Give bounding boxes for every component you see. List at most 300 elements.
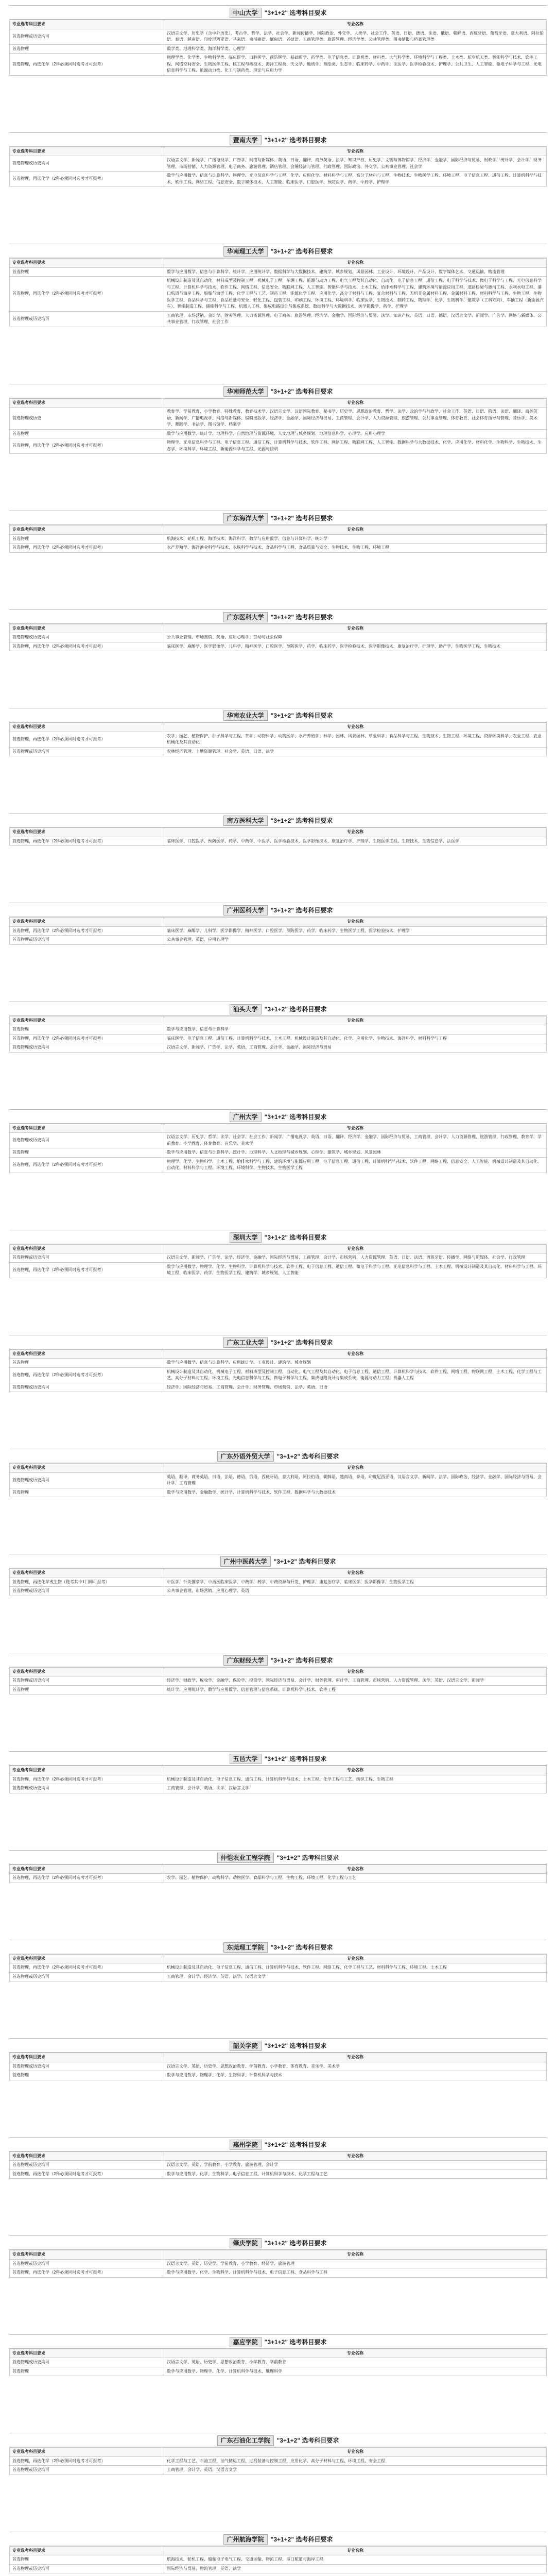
majors-cell: 临床医学、麻醉学、儿科学、医学影像学、精神医学、口腔医学、预防医学、药学、临床药学、生物医学工程、医学检验技术、护理学 (164, 926, 547, 936)
majors-cell: 汉语言文学、英语、历史学、思想政治教育、小学教育、学前教育 (164, 2358, 547, 2367)
table-header-row (10, 828, 547, 837)
table-row (10, 1784, 547, 1793)
majors-cell: 物理学、化学、生物科学、土木工程、给排水科学与工程、建筑环境与能源应用工程、电子信息工程、通信工程、计算机科学与技术、软件工程、网络工程、信息安全、人工智能、机械设计制造及其自动化、自动化、材料科学与工程、环境工程、环境科学、生物技术、生物医学工程 (164, 1157, 547, 1173)
table-row (10, 1025, 547, 1035)
banner-suffix: "3+1+2" 选考科目要求 (270, 1943, 333, 1951)
section-banner (9, 1940, 547, 1954)
banner-title (217, 1853, 339, 1862)
section-banner (9, 609, 547, 624)
section-banner (9, 1230, 547, 1244)
requirements-table (9, 1865, 547, 1883)
majors-cell: 工商管理、会计学、英语、汉语言文学 (164, 2466, 547, 2475)
banner-title (223, 1655, 333, 1665)
requirement-cell: 首选物理或历史均可 (10, 2564, 164, 2573)
header-major: 专业名称 (164, 2546, 547, 2555)
table-row (10, 1472, 547, 1488)
header-major: 专业名称 (164, 918, 547, 927)
table-row (10, 2062, 547, 2071)
header-requirement: 专业选考科目要求 (10, 1244, 164, 1253)
requirement-cell: 首选物理 (10, 1025, 164, 1035)
requirement-cell: 首选物理，再选化学（2科必须同时选考才可报考） (10, 544, 164, 553)
table-row (10, 1034, 547, 1043)
requirements-table (9, 20, 547, 76)
majors-cell: 数学与应用数学、物理学、化学、计算机科学与技术、地理科学 (164, 2367, 547, 2376)
header-requirement: 专业选考科目要求 (10, 1766, 164, 1775)
table-row (10, 747, 547, 756)
majors-cell: 公共事业管理、市场营销、英语、应用心理学、劳动与社会保障 (164, 633, 547, 642)
requirement-cell: 首选物理，再选化学（2科必须同时选考才可报考） (10, 837, 164, 846)
table-header-row (10, 398, 547, 408)
requirement-cell: 首选物理，再选化学（2科必须同时选考才可报考） (10, 926, 164, 936)
banner-title (230, 2140, 327, 2149)
table-row (10, 277, 547, 312)
section-banner (9, 1850, 547, 1865)
majors-cell: 英语、翻译、商务英语、日语、法语、德语、俄语、西班牙语、意大利语、阿拉伯语、朝鲜语、越南语、泰语、印度尼西亚语、汉语言文学、新闻学、法学、国际政治、经济学、金融学、国际经济与贸易、会计学、工商管理 (164, 1472, 547, 1488)
majors-cell: 化学工程与工艺、石油工程、油气储运工程、过程装备与控制工程、应用化学、高分子材料与工程、环境工程、安全工程 (164, 2456, 547, 2466)
header-requirement: 专业选考科目要求 (10, 1865, 164, 1874)
header-requirement: 专业选考科目要求 (10, 147, 164, 156)
banner-title (223, 710, 333, 720)
header-major: 专业名称 (164, 723, 547, 732)
header-major: 专业名称 (164, 624, 547, 633)
majors-cell: 机械设计制造及其自动化、机械电子工程、材料成型及控制工程、自动化、电气工程及其自动化、电子信息工程、通信工程、计算机科学与技术、软件工程、网络工程、物联网工程、土木工程、化学工程与工艺、高分子材料与工程、环境工程、光电信息科学与工程、微电子科学与工程、集成电路设计与集成系统、能源与动力工程、机器人工程 (164, 1367, 547, 1383)
section-banner (9, 2137, 547, 2151)
banner-title (230, 1112, 327, 1121)
section-banner (9, 5, 547, 20)
majors-cell: 数学与应用数学、金融数学、统计学、计算机科学与技术、软件工程、数据科学与大数据技术 (164, 1488, 547, 1497)
requirements-table (9, 2546, 547, 2574)
header-requirement: 专业选考科目要求 (10, 1464, 164, 1473)
university-name: 暨南大学 (230, 135, 262, 145)
banner-title (223, 1942, 333, 1952)
header-requirement: 专业选考科目要求 (10, 723, 164, 732)
banner-suffix: "3+1+2" 选考科目要求 (276, 1854, 339, 1861)
university-name: 仲恺农业工程学院 (217, 1853, 274, 1863)
requirements-table (9, 2151, 547, 2179)
requirement-cell: 首选物理或历史均可 (10, 29, 164, 44)
university-section (9, 2433, 547, 2475)
header-major: 专业名称 (164, 1244, 547, 1253)
requirement-cell: 首选物理，再选化学（2科必须同时选考才可报考） (10, 1262, 164, 1278)
table-row (10, 429, 547, 438)
header-major: 专业名称 (164, 828, 547, 837)
table-row (10, 1578, 547, 1587)
university-name: 东莞理工学院 (223, 1942, 268, 1953)
majors-cell: 临床医学、口腔医学、预防医学、药学、中药学、中医学、医学检验技术、医学影像技术、康复治疗学、护理学、生物医学工程、生物技术、生物信息学、法医学 (164, 837, 547, 846)
table-header-row (10, 1569, 547, 1578)
table-row (10, 936, 547, 945)
header-requirement: 专业选考科目要求 (10, 1124, 164, 1133)
table-row (10, 837, 547, 846)
table-row (10, 2161, 547, 2170)
table-row (10, 54, 547, 76)
university-section (9, 1335, 547, 1393)
header-requirement: 专业选考科目要求 (10, 1349, 164, 1359)
table-row (10, 1359, 547, 1368)
banner-title (223, 246, 333, 256)
table-header-row (10, 1667, 547, 1676)
requirement-cell: 首选物理，再选化学或生物（选考其中1门即可报考） (10, 1578, 164, 1587)
university-section (9, 1554, 547, 1596)
header-major: 专业名称 (164, 2250, 547, 2260)
table-row (10, 642, 547, 651)
university-name: 广东石油化工学院 (217, 2435, 274, 2446)
table-header-row (10, 1464, 547, 1473)
requirements-table (9, 722, 547, 756)
section-banner (9, 813, 547, 827)
university-name: 华南理工大学 (223, 246, 268, 257)
requirement-cell: 首选物理或历史均可 (10, 156, 164, 172)
majors-cell: 汉语言文学、英语、历史学、思想政治教育、学前教育、小学教育、体育教育、音乐学、美术学 (164, 2062, 547, 2071)
university-name: 深圳大学 (230, 1232, 262, 1243)
banner-suffix: "3+1+2" 选考科目要求 (264, 9, 327, 16)
majors-cell: 公共事业管理、英语、应用心理学 (164, 936, 547, 945)
majors-cell: 航海技术、轮机工程、船舶电子电气工程、交通运输、物流工程、港口航道与海岸工程 (164, 2555, 547, 2565)
requirement-cell: 首选物理，再选化学（2科必须同时选考才可报考） (10, 2456, 164, 2466)
university-name: 南方医科大学 (223, 816, 268, 826)
table-row (10, 267, 547, 277)
requirement-cell: 首选物理，再选化学（2科必须同时选考才可报考） (10, 1157, 164, 1173)
header-major: 专业名称 (164, 2151, 547, 2161)
table-header-row (10, 1244, 547, 1253)
header-requirement: 专业选考科目要求 (10, 1569, 164, 1578)
header-major: 专业名称 (164, 1667, 547, 1676)
requirements-table (9, 147, 547, 188)
banner-suffix: "3+1+2" 选考科目要求 (270, 907, 333, 914)
table-row (10, 1043, 547, 1053)
banner-suffix: "3+1+2" 选考科目要求 (264, 136, 327, 144)
requirements-table (9, 1016, 547, 1053)
table-header-row (10, 1954, 547, 1963)
section-banner (9, 2235, 547, 2250)
section-banner (9, 2433, 547, 2447)
requirement-cell: 首选物理，再选化学（2科必须同时选考才可报考） (10, 642, 164, 651)
university-section (9, 5, 547, 76)
majors-cell: 物理学类、化学类、生物科学类、临床医学、口腔医学、预防医学、基础医学、药学类、电子信息类、计算机类、材料类、大气科学类、环境科学与工程类、土木类、航空航天类、智能科学与技术、软件工程、网络空间安全、生物医学工程、核工程与核技术、海洋工程类、天文学、地质学、测绘类、生态学、临床药学、中药学、法医学、医学检验技术、护理学、公共卫生、人工智能、微电子科学与工程、光电信息科学与工程、能源动力类、化工与制药类、理论与应用力学 (164, 54, 547, 76)
banner-title (230, 2041, 327, 2050)
requirement-cell: 首选物理或历史均可 (10, 936, 164, 945)
table-row (10, 2358, 547, 2367)
university-section (9, 903, 547, 945)
table-row (10, 1963, 547, 1973)
requirements-table (9, 2053, 547, 2080)
majors-cell: 统计学、应用统计学、数学与应用数学、信息管理与信息系统、计算机科学与技术、软件工程 (164, 1685, 547, 1694)
majors-cell: 工商管理、市场营销、会计学、财务管理、人力资源管理、电子商务、旅游管理、经济学、金融学、国际经济与贸易、法学、知识产权、英语、日语、德语、汉语言文学、新闻学、广告学、网络与新媒体、公共事业管理、行政管理、社会工作 (164, 311, 547, 327)
majors-cell: 数学与应用数学、统计学、地理科学、自然地理与资源环境、人文地理与城乡规划、地理信息科学、心理学、应用心理学 (164, 429, 547, 438)
banner-suffix: "3+1+2" 选考科目要求 (270, 712, 333, 719)
university-section (9, 1109, 547, 1173)
banner-title (230, 1232, 327, 1242)
header-major: 专业名称 (164, 1016, 547, 1025)
majors-cell: 数学与应用数学、物理学、化学、生物科学、计算机科学与技术、软件工程、电子信息工程、通信工程、微电子科学与工程、光电信息科学与工程、土木工程、机械设计制造及其自动化、材料科学与工程、环境工程、临床医学、药学、生物医学工程、建筑学、城乡规划、人工智能 (164, 1262, 547, 1278)
banner-suffix: "3+1+2" 选考科目要求 (264, 2141, 327, 2148)
table-row (10, 544, 547, 553)
header-major: 专业名称 (164, 1569, 547, 1578)
university-section (9, 1751, 547, 1793)
university-section (9, 2038, 547, 2080)
requirement-cell: 首选物理，再选化学（2科必须同时选考才可报考） (10, 1775, 164, 1784)
table-header-row (10, 723, 547, 732)
banner-suffix: "3+1+2" 选考科目要求 (264, 2042, 327, 2049)
banner-title (230, 2337, 327, 2346)
header-major: 专业名称 (164, 2448, 547, 2457)
banner-title (217, 1451, 339, 1461)
majors-cell: 数学类、地理科学类、海洋科学类、心理学 (164, 44, 547, 54)
header-requirement: 专业选考科目要求 (10, 2448, 164, 2457)
university-name: 韶关学院 (230, 2041, 262, 2051)
table-header-row (10, 147, 547, 156)
requirement-cell: 首选物理 (10, 267, 164, 277)
header-requirement: 专业选考科目要求 (10, 2546, 164, 2555)
banner-suffix: "3+1+2" 选考科目要求 (264, 2338, 327, 2346)
header-major: 专业名称 (164, 1865, 547, 1874)
section-banner (9, 384, 547, 398)
header-requirement: 专业选考科目要求 (10, 828, 164, 837)
university-name: 嘉应学院 (230, 2337, 262, 2347)
header-major: 专业名称 (164, 398, 547, 408)
banner-suffix: "3+1+2" 选考科目要求 (270, 387, 333, 395)
header-major: 专业名称 (164, 259, 547, 268)
requirement-cell: 首选物理或历史均可 (10, 2466, 164, 2475)
table-header-row (10, 1016, 547, 1025)
banner-title (230, 8, 327, 17)
requirement-cell: 首选物理 (10, 2071, 164, 2080)
majors-cell: 数学与应用数学、化学、生物科学、电子信息工程、计算机科学与技术、化学工程与工艺 (164, 2170, 547, 2179)
majors-cell: 数学与应用数学、信息与计算科学 (164, 1025, 547, 1035)
requirement-cell: 首选物理或历史均可 (10, 1383, 164, 1392)
banner-suffix: "3+1+2" 选考科目要求 (276, 1453, 339, 1460)
majors-cell: 数学与应用数学、信息与计算科学、统计学、地理科学、人文地理与城乡规划、心理学、建筑学、城乡规划、风景园林 (164, 1148, 547, 1158)
banner-suffix: "3+1+2" 选考科目要求 (264, 2240, 327, 2247)
requirement-cell: 首选物理或历史均可 (10, 1587, 164, 1596)
majors-cell: 经济学、财政学、税收学、金融学、保险学、投资学、国际经济与贸易、会计学、财务管理、审计学、工商管理、市场营销、人力资源管理、法学、英语、汉语言文学、新闻学 (164, 1676, 547, 1686)
majors-cell: 公共事业管理、市场营销、应用心理学、英语 (164, 1587, 547, 1596)
requirement-cell: 首选物理或历史均可 (10, 1472, 164, 1488)
requirement-cell: 首选物理 (10, 534, 164, 544)
section-banner (9, 2334, 547, 2349)
requirement-cell: 首选物理或历史均可 (10, 1676, 164, 1686)
majors-cell: 汉语言文学、新闻学、广告学、法学、经济学、金融学、国际经济与贸易、工商管理、会计学、市场营销、人力资源管理、英语、日语、法语、西班牙语、传播学、网络与新媒体、社会学、行政管理 (164, 1253, 547, 1263)
banner-title (230, 1004, 327, 1013)
table-row (10, 2071, 547, 2080)
majors-cell: 物理学、光电信息科学与工程、电子信息工程、通信工程、计算机科学与技术、软件工程、网络工程、物联网工程、人工智能、数据科学与大数据技术、化学、应用化学、材料化学、生物科学、生物技术、生态学、环境科学、环境工程、新能源科学与工程、光源与照明 (164, 438, 547, 454)
header-requirement: 专业选考科目要求 (10, 2349, 164, 2358)
banner-title (223, 513, 333, 522)
table-row (10, 311, 547, 327)
majors-cell: 汉语言文学、新闻学、广告学、法学、英语、工商管理、会计学、金融学、国际经济与贸易 (164, 1043, 547, 1053)
majors-cell: 数学与应用数学、信息与计算科学、应用统计学、工业设计、建筑学、城乡规划 (164, 1359, 547, 1368)
requirements-table (9, 1124, 547, 1173)
table-header-row (10, 2250, 547, 2260)
majors-cell: 汉语言文学、历史学、哲学、法学、社会学、社会工作、新闻学、广播电视学、英语、日语、翻译、经济学、金融学、国际经济与贸易、工商管理、会计学、人力资源管理、旅游管理、行政管理、教育学、学前教育、小学教育、体育教育、音乐学、美术学 (164, 1133, 547, 1148)
header-requirement: 专业选考科目要求 (10, 1667, 164, 1676)
section-banner (9, 2038, 547, 2053)
requirement-cell: 首选物理，再选化学（2科必须同时选考才可报考） (10, 277, 164, 312)
majors-cell: 机械设计制造及其自动化、材料成型及控制工程、机械电子工程、车辆工程、能源与动力工程、电气工程及其自动化、自动化、电子信息工程、通信工程、电子科学与技术、微电子科学与工程、光电信息科学与工程、计算机科学与技术、软件工程、网络工程、信息安全、物联网工程、人工智能、智能科学与技术、土木工程、给排水科学与工程、建筑环境与能源应用工程、道路桥梁与渡河工程、水利水电工程、港口航道与海岸工程、船舶与海洋工程、化学工程与工艺、制药工程、能源化学工程、应用化学、高分子材料与工程、复合材料与工程、无机非金属材料工程、金属材料工程、材料科学与工程、生物工程、生物医学工程、食品科学与工程、食品质量与安全、轻化工程、包装工程、印刷工程、环境工程、环境科学、临床医学、生物技术、制药工程、物理学、化学、生物科学、建筑学（工科方向）、车辆工程（新能源汽车）、智能制造工程、储能科学与工程、机器人工程、集成电路设计与集成系统、数据科学与大数据技术、医学影像学、药学、护理学 (164, 277, 547, 312)
header-requirement: 专业选考科目要求 (10, 1954, 164, 1963)
majors-cell: 汉语言文学、英语、历史学、学前教育、小学教育、经济学、旅游管理 (164, 2259, 547, 2268)
requirement-cell: 首选物理 (10, 44, 164, 54)
banner-suffix: "3+1+2" 选考科目要求 (264, 1005, 327, 1013)
banner-suffix: "3+1+2" 选考科目要求 (273, 1558, 336, 1565)
requirement-cell: 首选物理 (10, 1685, 164, 1694)
requirement-cell: 首选物理 (10, 1359, 164, 1368)
table-row (10, 29, 547, 44)
banner-title (223, 816, 333, 825)
majors-cell: 汉语言文学、英语、学前教育、小学教育、旅游管理、会计学 (164, 2161, 547, 2170)
table-row (10, 2259, 547, 2268)
majors-cell: 机械设计制造及其自动化、电子信息工程、通信工程、计算机科学与技术、软件工程、网络工程、化学工程与工艺、材料科学与工程、环境工程、土木工程 (164, 1963, 547, 1973)
requirement-cell: 首选物理，再选化学（2科必须同时选考才可报考） (10, 1963, 164, 1973)
header-major: 专业名称 (164, 1954, 547, 1963)
table-row (10, 2367, 547, 2376)
majors-cell: 工商管理、会计学、经济学、英语、法学、汉语言文学 (164, 1972, 547, 1981)
banner-title (217, 2435, 339, 2445)
banner-title (223, 2534, 333, 2544)
banner-title (230, 2238, 327, 2247)
university-section (9, 132, 547, 188)
majors-cell: 农学、园艺、植物保护、种子科学与工程、茶学、动物科学、动物医学、水产养殖学、林学、园林、风景园林、草业科学、食品科学与工程、生物技术、生物工程、环境工程、资源环境科学、农业工程、农业机械化及其自动化 (164, 732, 547, 747)
requirement-cell: 首选物理或历史均可 (10, 2259, 164, 2268)
requirement-cell: 首选物理或历史均可 (10, 2062, 164, 2071)
table-row (10, 172, 547, 187)
table-row (10, 1262, 547, 1278)
university-name: 惠州学院 (230, 2140, 262, 2150)
university-section (9, 2334, 547, 2377)
table-row (10, 926, 547, 936)
table-row (10, 438, 547, 454)
majors-cell: 数学与应用数学、物理学、化学、生物科学、计算机科学与技术 (164, 2071, 547, 2080)
majors-cell: 数学与应用数学、信息与计算科学、统计学、应用统计学、数据科学与大数据技术、建筑学、城乡规划、风景园林、工业设计、环境设计、产品设计、数字媒体艺术、交通运输、物流管理 (164, 267, 547, 277)
requirements-table (9, 1349, 547, 1393)
table-row (10, 1685, 547, 1694)
requirement-cell: 首选物理或历史均可 (10, 1253, 164, 1263)
table-row (10, 1587, 547, 1596)
requirements-table (9, 2349, 547, 2377)
requirement-cell: 首选物理，再选化学（2科必须同时选考才可报考） (10, 438, 164, 454)
requirements-table (9, 1463, 547, 1497)
banner-suffix: "3+1+2" 选考科目要求 (270, 515, 333, 522)
requirement-cell: 首选物理，再选化学（2科必须同时选考才可报考） (10, 1367, 164, 1383)
table-header-row (10, 1766, 547, 1775)
table-row (10, 534, 547, 544)
header-major: 专业名称 (164, 2349, 547, 2358)
header-requirement: 专业选考科目要求 (10, 2250, 164, 2260)
university-name: 华南师范大学 (223, 386, 268, 397)
university-name: 广州医科大学 (223, 905, 268, 916)
header-requirement: 专业选考科目要求 (10, 526, 164, 535)
university-name: 广东财经大学 (223, 1655, 268, 1666)
majors-cell: 水产养殖学、海洋渔业科学与技术、水族科学与技术、食品科学与工程、食品质量与安全、生物技术、生物工程、环境工程 (164, 544, 547, 553)
requirement-cell: 首选物理或历史 (10, 408, 164, 430)
university-section (9, 511, 547, 553)
requirements-table (9, 2250, 547, 2278)
banner-suffix: "3+1+2" 选考科目要求 (264, 1113, 327, 1121)
university-name: 广东海洋大学 (223, 513, 268, 523)
table-header-row (10, 2546, 547, 2555)
section-banner (9, 1109, 547, 1124)
banner-suffix: "3+1+2" 选考科目要求 (270, 817, 333, 824)
requirement-cell: 首选物理，再选化学（2科必须同时选考才可报考） (10, 2268, 164, 2278)
requirement-cell: 首选物理或历史均可 (10, 633, 164, 642)
majors-cell: 机械设计制造及其自动化、电子信息工程、通信工程、计算机科学与技术、土木工程、化学工程与工艺、纺织工程、生物工程 (164, 1775, 547, 1784)
majors-cell: 航海技术、轮机工程、海洋技术、海洋科学、数学与应用数学、信息与计算科学、统计学 (164, 534, 547, 544)
table-row (10, 1972, 547, 1981)
table-row (10, 2170, 547, 2179)
university-name: 广州航海学院 (223, 2534, 268, 2545)
requirements-table (9, 1568, 547, 1596)
university-section (9, 2532, 547, 2574)
requirement-cell: 首选物理，再选化学（2科必须同时选考才可报考） (10, 172, 164, 187)
university-name: 肇庆学院 (230, 2238, 262, 2248)
majors-cell: 中医学、针灸推拿学、中西医临床医学、中药学、药学、中药资源与开发、护理学、康复治疗学、临床医学、医学影像学、生物医学工程 (164, 1578, 547, 1587)
majors-cell: 数学与应用数学、信息与计算科学、物理学、光电信息科学与工程、化学、应用化学、材料科学与工程、高分子材料与工程、生物技术、生物医学工程、环境工程、电子信息工程、通信工程、计算机科学与技术、软件工程、网络工程、信息安全、数字媒体技术、人工智能、临床医学、口腔医学、预防医学、药学、中药学、护理学 (164, 172, 547, 187)
requirements-table (9, 525, 547, 553)
requirements-table (9, 1766, 547, 1793)
banner-title (223, 1337, 333, 1347)
majors-cell: 教育学、学前教育、小学教育、特殊教育、教育技术学、汉语言文学、汉语国际教育、秘书学、历史学、思想政治教育、哲学、法学、政治学与行政学、社会工作、英语、日语、俄语、法语、翻译、商务英语、新闻学、广播电视学、网络与新媒体、编辑出版学、经济学、金融学、国际经济与贸易、工商管理、会计学、人力资源管理、旅游管理、公共事业管理、体育教育、社会体育指导与管理、音乐学、美术学、舞蹈学、书法学、图书馆学、档案学 (164, 408, 547, 430)
table-row (10, 1676, 547, 1686)
section-banner (9, 1335, 547, 1349)
table-row (10, 2555, 547, 2565)
table-row (10, 633, 547, 642)
university-section (9, 1940, 547, 1982)
university-section (9, 708, 547, 756)
university-name: 汕头大学 (230, 1004, 262, 1014)
university-section (9, 1653, 547, 1695)
banner-suffix: "3+1+2" 选考科目要求 (276, 2437, 339, 2444)
requirement-cell: 首选物理，再选化学（2科必须同时选考才可报考） (10, 732, 164, 747)
banner-title (223, 612, 333, 621)
university-name: 广东外语外贸大学 (217, 1451, 274, 1462)
header-requirement: 专业选考科目要求 (10, 2053, 164, 2062)
header-major: 专业名称 (164, 1349, 547, 1359)
university-name: 中山大学 (230, 8, 262, 18)
university-name: 广东医科大学 (223, 612, 268, 622)
requirements-table (9, 2447, 547, 2475)
header-requirement: 专业选考科目要求 (10, 918, 164, 927)
requirement-cell: 首选物理 (10, 1488, 164, 1497)
table-header-row (10, 20, 547, 29)
header-requirement: 专业选考科目要求 (10, 2151, 164, 2161)
requirement-cell: 首选物理，再选化学（2科必须同时选考才可报考） (10, 1874, 164, 1883)
table-header-row (10, 2053, 547, 2062)
header-requirement: 专业选考科目要求 (10, 624, 164, 633)
majors-cell: 汉语言文学、历史学（含中外历史）、考古学、哲学、法学、社会学、新闻传播学、国际政治、外交学、人类学、社会工作、英语、日语、德语、法语、俄语、朝鲜语、西班牙语、葡萄牙语、意大利语、阿拉伯语、泰语、越南语、印度尼西亚语、马来语、柬埔寨语、缅甸语、老挝语、工商管理类、旅游管理、经济学类、公共管理类、图书情报与档案管理类 (164, 29, 547, 44)
table-header-row (10, 624, 547, 633)
requirement-cell: 首选物理 (10, 1148, 164, 1158)
requirement-cell: 首选物理 (10, 429, 164, 438)
header-requirement: 专业选考科目要求 (10, 1016, 164, 1025)
header-major: 专业名称 (164, 1124, 547, 1133)
majors-cell: 农林经济管理、土地资源管理、社会学、英语、日语、法学 (164, 747, 547, 756)
section-banner (9, 132, 547, 147)
banner-suffix: "3+1+2" 选考科目要求 (270, 613, 333, 621)
table-header-row (10, 2349, 547, 2358)
header-requirement: 专业选考科目要求 (10, 398, 164, 408)
table-header-row (10, 259, 547, 268)
table-header-row (10, 2448, 547, 2457)
section-banner (9, 1554, 547, 1568)
banner-title (223, 905, 333, 914)
university-section (9, 1449, 547, 1497)
university-name: 五邑大学 (230, 1754, 262, 1764)
header-major: 专业名称 (164, 2053, 547, 2062)
table-header-row (10, 1349, 547, 1359)
requirement-cell: 首选物理 (10, 2555, 164, 2565)
university-section (9, 1002, 547, 1053)
requirements-table (9, 1667, 547, 1695)
